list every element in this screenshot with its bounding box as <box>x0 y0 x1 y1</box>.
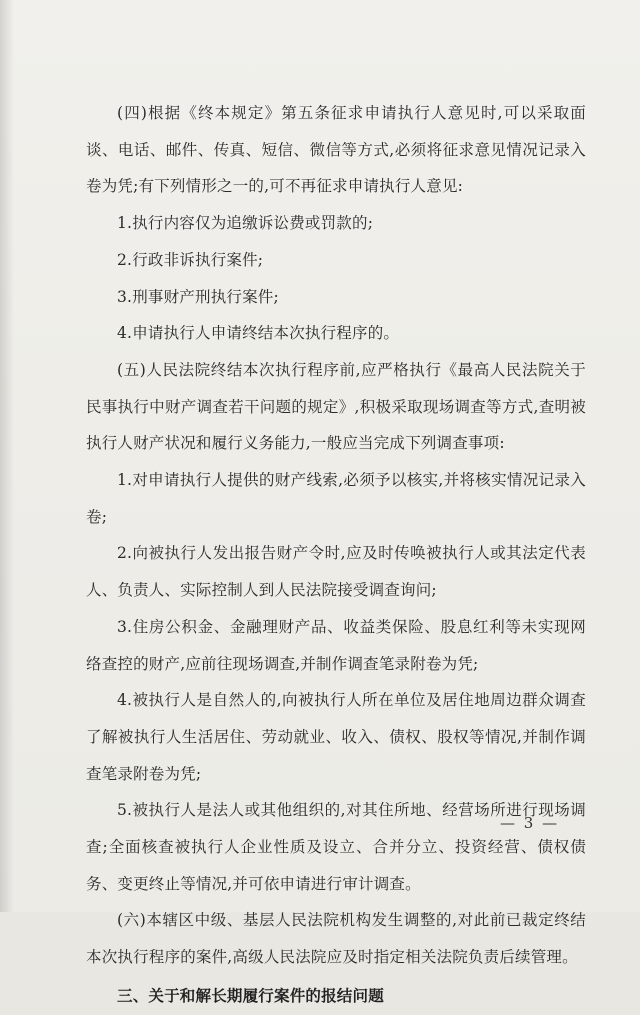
paragraph-text: (五)人民法院终结本次执行程序前,应严格执行《最高人民法院关于民事执行中财产调查若干问题的规定》,积极采取现场调查等方式,查明被执行人财产状况和履行义务能力,一般应当完成下列调查事项: <box>86 360 586 453</box>
paragraph-item <box>86 242 586 279</box>
paragraph-text: 3.住房公积金、金融理财产品、收益类保险、股息红利等未实现网络查控的财产,应前往现场调查,并制作调查笔录附卷为凭; <box>86 617 586 673</box>
paragraph-item <box>86 315 586 352</box>
paragraph-text: 2.行政非诉执行案件; <box>117 250 264 269</box>
paragraph-item <box>86 205 586 242</box>
paragraph-text: 4.申请执行人申请终结本次执行程序的。 <box>117 324 400 343</box>
page-number: — 3 — <box>500 814 560 832</box>
paragraph-6 <box>86 902 586 975</box>
paragraph-item <box>86 279 586 316</box>
paragraph-text: (六)本辖区中级、基层人民法院机构发生调整的,对此前已裁定终结本次执行程序的案件,高级人民法院应及时指定相关法院负责后续管理。 <box>86 911 586 967</box>
paragraph-5-intro <box>86 352 586 462</box>
paragraph-text: 1.执行内容仅为追缴诉讼费或罚款的; <box>117 214 374 233</box>
paragraph-text: 2.向被执行人发出报告财产令时,应及时传唤被执行人或其法定代表人、负责人、实际控制人到人民法院接受调查询问; <box>86 544 586 600</box>
paragraph-text: 4.被执行人是自然人的,向被执行人所在单位及居住地周边群众调查了解被执行人生活居住、劳动就业、收入、债权、股权等情况,并制作调查笔录附卷为凭; <box>86 691 586 783</box>
section-heading: 三、关于和解长期履行案件的报结问题 <box>117 986 384 1005</box>
paragraph-text: (四)根据《终本规定》第五条征求申请执行人意见时,可以采取面谈、电话、邮件、传真、短信、微信等方式,必须将征求意见情况记录入卷为凭;有下列情形之一的,可不再征求申请执行人意见: <box>86 104 586 196</box>
document-body <box>86 95 586 1015</box>
paragraph-item <box>86 535 586 608</box>
paragraph-item <box>86 462 586 535</box>
paragraph-item <box>86 609 586 682</box>
paragraph-text: 5.被执行人是法人或其他组织的,对其住所地、经营场所进行现场调查;全面核查被执行人企业性质及设立、合并分立、投资经营、债权债务、变更终止等情况,并可依申请进行审计调查。 <box>86 801 586 893</box>
page-edge-shadow <box>0 0 14 912</box>
paragraph-item <box>86 792 586 902</box>
paragraph-text: 3.刑事财产刑执行案件; <box>117 287 279 306</box>
paragraph-text: 1.对申请执行人提供的财产线索,必须予以核实,并将核实情况记录入卷; <box>86 471 586 526</box>
paragraph-item <box>86 682 586 792</box>
paragraph-4-intro <box>86 95 586 205</box>
